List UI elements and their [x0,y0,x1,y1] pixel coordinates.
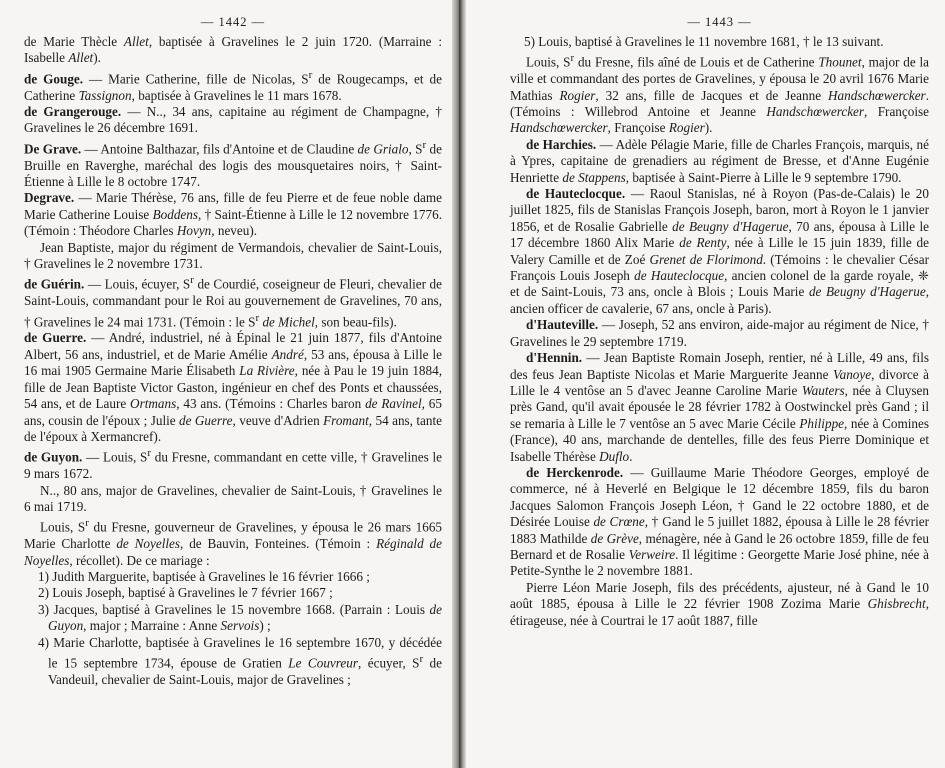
page-number: — 1443 — [687,15,752,29]
paragraph: Louis, $S^r$ du Fresne, fils aîné de Louis et de Catherine Thounet, major de la ville et commandant des portes de Gravelines, y épousa le 20 avril 1676 Marie Mathias Rogier, 32 ans, fille de Jacques et de Jeanne Handschœwercker. (Témoins : Willebrod Antoine et Jeanne Handschœwercker, Françoise Handschœwercker, Françoise Rogier). [510,52,930,136]
list-item: 3) Jacques, baptisé à Gravelines le 15 novembre 1668. (Parrain : Louis de Guyon, major ; Marraine : Anne Servois) ; [38,601,442,634]
entry: de Hauteclocque. — Raoul Stanislas, né à Royon (Pas-de-Calais) le 20 juillet 1825, fils de Stanislas François Joseph, baron, mort à Royon le 1 janvier 1856, et de Rosalie Gabrielle de Beugny d'Hagerue, 70 ans, épousa à Lille le 17 décembre 1860 Alix Marie de Renty, née à Lille le 15 juin 1839, fille de Valery Camille et de Zoé Grenet de Florimond. (Témoins : le chevalier César François Louis Joseph de Hauteclocque, ancien colonel de la garde royale, ❈ et de Saint-Louis, 73 ans, oncle à Blois ; Louis Marie de Beugny d'Hagerue, ancien officer de cavalerie, 67 ans, oncle à Paris). [510,186,929,316]
list-item: 2) Louis Joseph, baptisé à Gravelines le 7 février 1667 ; [38,585,333,601]
entry: d'Hennin. — Jean Baptiste Romain Joseph, rentier, né à Lille, 49 ans, fils des feus Jean Baptiste Nicolas et Marie Marguerite Jeanne Vanoye, divorce à Lille le 4 ventôse an 5 d'avec Jeanne Caroline Marie Wauters, née à Cluysen près Gand, qu'il avait épousée le 28 février 1782 à Oostwinckel près Gand ; il se remaria à Lille le 7 ventôse an 5 avec Marie Cécile Philippe, née à Comines (France), 40 ans, marchande de dentelles, fille des feus Pierre Dominique et Isabelle Thérèse Duflo. [510,350,929,464]
paragraph: de Marie Thècle Allet, baptisée à Gravelines le 2 juin 1720. (Marraine : Isabelle Allet). [24,34,442,66]
list-item: 4) Marie Charlotte, baptisée à Gravelines le 16 septembre 1670, y décédée le 15 septembre 1734, épouse de Gratien Le Couvreur, écuyer, $S^r$ de Vandeuil, chevalier de Saint-Louis, major de Gravelines ; [38,634,443,687]
paragraph: Jean Baptiste, major du régiment de Vermandois, chevalier de Saint-Louis, † Gravelines le 2 novembre 1731. [24,239,442,272]
page-text [510,34,929,629]
page-text [24,34,442,688]
right-page [466,0,945,768]
entry: de Guérin. — Louis, écuyer, $S^r$ de Courdié, coseigneur de Fleuri, chevalier de Saint-Louis, commandant pour le Roi au gouvernement de Gravelines, 70 ans, † Gravelines le 24 mai 1731. (Témoin : le $S^r$ de Michel, son beau-fils). [24,274,443,330]
entry: Degrave. — Marie Thérèse, 76 ans, fille de feu Pierre et de feue noble dame Marie Catherine Louise Boddens, † Saint-Étienne à Lille le 12 novembre 1776. (Témoin : Théodore Charles Hovyn, neveu). [24,190,442,239]
left-page [0,0,452,768]
paragraph: Louis, $S^r$ du Fresne, gouverneur de Gravelines, y épousa le 26 mars 1665 Marie Charlotte de Noyelles, de Bauvin, Fonteines. (Témoin : Réginald de Noyelles, récollet). De ce mariage : [24,517,443,568]
entry: de Herckenrode. — Guillaume Marie Théodore Georges, employé de commerce, né à Heverlé en Belgique le 12 décembre 1859, fils du baron Jacques Salomon François Joseph Léon, † Gand le 22 octobre 1880, et de Désirée Louise de Crœne, † Gand le 5 juillet 1882, épousa à Lille le 28 février 1883 Mathilde de Grève, ménagère, née à Gand le 26 octobre 1859, fille de feu Bernard et de Rosalie Verweire. Il légitime : Georgette Marie José phine, née à Petite-Synthe le 2 novembre 1881. [510,464,929,579]
list-item: 1) Judith Marguerite, baptisée à Gravelines le 16 février 1666 ; [38,568,370,584]
entry: De Grave. — Antoine Balthazar, fils d'Antoine et de Claudine de Grialo, $S^r$ de Bruille en Raverghe, maréchal des logis des mousquetaires noirs, † Saint-Étienne à Lille le 8 octobre 1747. [24,138,442,190]
entry: d'Hauteville. — Joseph, 52 ans environ, aide-major au régiment de Nice, † Gravelines le 29 septembre 1719. [510,317,929,349]
entry: de Guerre. — André, industriel, né à Épinal le 21 juin 1877, fils d'Antoine Albert, 56 ans, industriel, et de Marie Amélie André, 53 ans, épousa à Lille le 16 mai 1905 Germaine Marie Élisabeth La Rivière, née à Pau le 19 juin 1884, fille de Jean Baptiste Victor Gaston, ingénieur en chef des Ponts et chaussées, 54 ans, et de Laure Ortmans, 43 ans. (Témoins : Charles baron de Ravinel, 65 ans, cousin de l'époux ; Julie de Guerre, veuve d'Adrien Fromant, 54 ans, tante de l'époux à Xermancref). [24,330,443,444]
book-gutter [452,0,466,768]
paragraph: N.., 80 ans, major de Gravelines, chevalier de Saint-Louis, † Gravelines le 6 mai 1719. [24,482,442,514]
entry: de Grangerouge. — N.., 34 ans, capitaine au régiment de Champagne, † Gravelines le 26 décembre 1691. [24,104,442,136]
page-number: — 1442 — [200,15,266,29]
entry: de Harchies. — Adèle Pélagie Marie, fille de Charles François, marquis, né à Ypres, capitaine de grenadiers au régiment de Bresse, et d'Anne Eugénie Henriette de Stappens, baptisée à Saint-Pierre à Lille le 9 septembre 1790. [510,136,929,185]
entry: de Guyon. — Louis, $S^r$ du Fresne, commandant en cette ville, † Gravelines le 9 mars 1672. [24,447,443,482]
entry: de Gouge. — Marie Catherine, fille de Nicolas, $S^r$ de Rougecamps, et de Catherine Tassignon, baptisée à Gravelines le 11 mars 1678. [24,68,442,103]
paragraph: Pierre Léon Marie Joseph, fils des précédents, ajusteur, né à Gand le 10 août 1885, épousa à Lille le 22 février 1908 Zozima Marie Ghisbrecht, étirageuse, née à Courtrai le 17 août 1887, fille [510,579,929,628]
list-item: 5) Louis, baptisé à Gravelines le 11 novembre 1681, † le 13 suivant. [524,34,884,49]
